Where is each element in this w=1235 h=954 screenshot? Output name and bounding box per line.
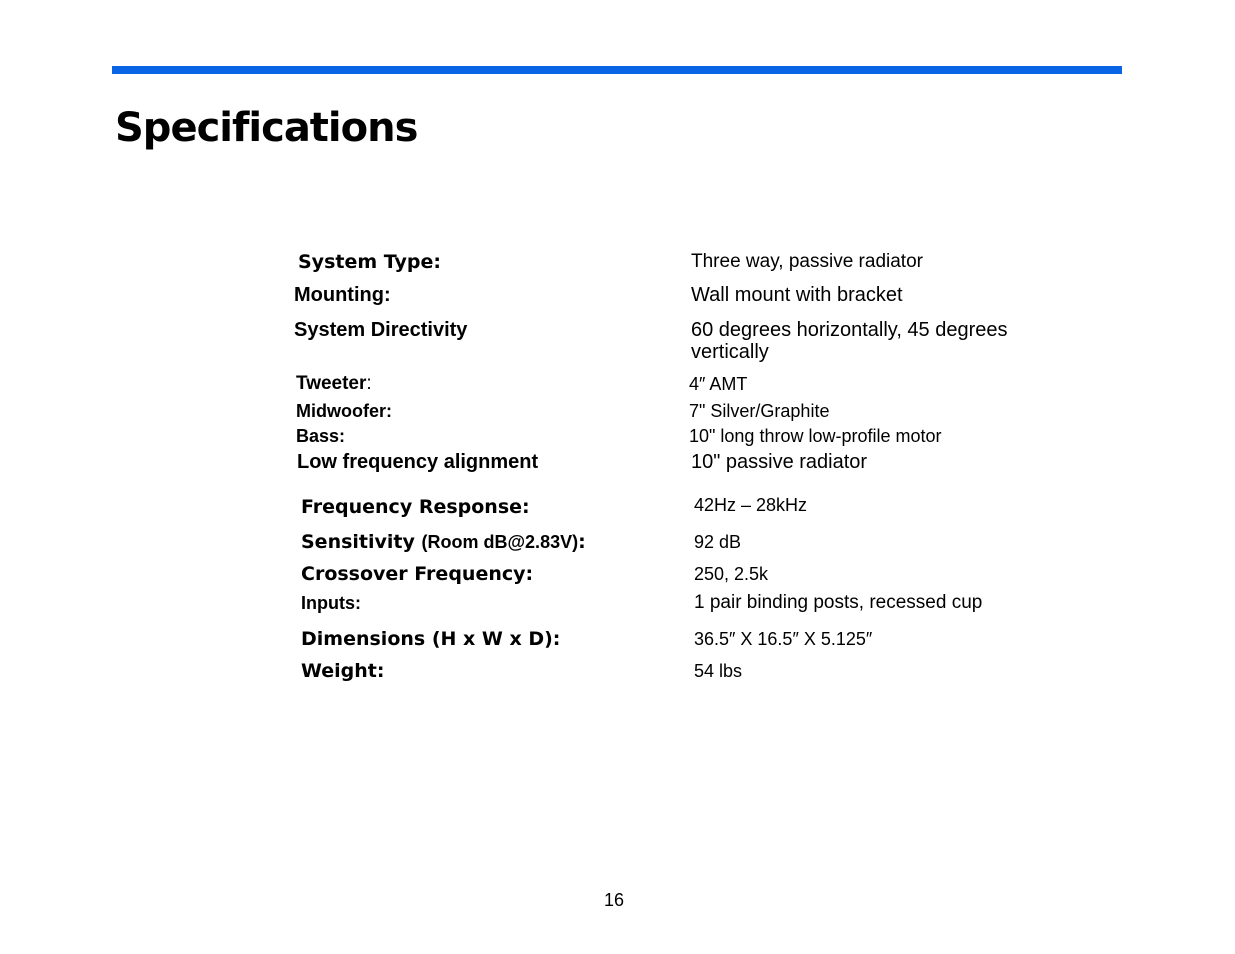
spec-label-frequency-response: Frequency Response: bbox=[301, 496, 530, 518]
spec-value-weight: 54 lbs bbox=[694, 661, 743, 681]
spec-value-inputs: 1 pair binding posts, recessed cup bbox=[694, 592, 983, 613]
spec-label-system-directivity: System Directivity bbox=[294, 319, 468, 341]
spec-label-crossover-frequency: Crossover Frequency: bbox=[301, 563, 534, 585]
spec-value-system-type: Three way, passive radiator bbox=[691, 251, 923, 272]
spec-label-weight: Weight: bbox=[301, 660, 385, 682]
spec-label-midwoofer: Midwoofer: bbox=[296, 401, 392, 421]
spec-value-crossover-frequency: 250, 2.5k bbox=[694, 564, 769, 584]
spec-label-dimensions: Dimensions (H x W x D): bbox=[301, 628, 561, 650]
spec-label-low-frequency-alignment: Low frequency alignment bbox=[297, 451, 539, 473]
page-title: Specifications bbox=[115, 105, 418, 151]
spec-label-mounting: Mounting: bbox=[294, 284, 391, 306]
spec-label-sensitivity-suffix: : bbox=[578, 531, 586, 553]
spec-value-tweeter: 4″ AMT bbox=[689, 374, 748, 394]
spec-value-sensitivity: 92 dB bbox=[694, 532, 742, 552]
spec-label-tweeter bbox=[296, 373, 372, 395]
spec-value-midwoofer: 7" Silver/Graphite bbox=[689, 401, 830, 421]
spec-value-system-directivity: 60 degrees horizontally, 45 degrees vertically bbox=[691, 319, 1008, 363]
spec-value-bass: 10" long throw low-profile motor bbox=[689, 426, 942, 446]
spec-label-tweeter-text: Tweeter bbox=[296, 373, 367, 394]
spec-label-tweeter-suffix: : bbox=[366, 373, 372, 394]
spec-label-sensitivity bbox=[301, 531, 586, 553]
spec-value-dimensions: 36.5″ X 16.5″ X 5.125″ bbox=[694, 629, 873, 649]
spec-label-sensitivity-detail: (Room dB@2.83V) bbox=[421, 532, 579, 552]
spec-label-inputs: Inputs: bbox=[301, 593, 361, 613]
spec-value-mounting: Wall mount with bracket bbox=[691, 284, 903, 306]
page-number: 16 bbox=[604, 890, 625, 910]
spec-label-sensitivity-text: Sensitivity bbox=[301, 531, 415, 553]
spec-value-frequency-response: 42Hz – 28kHz bbox=[694, 495, 808, 515]
spec-label-bass: Bass: bbox=[296, 426, 346, 446]
top-accent-bar bbox=[112, 66, 1122, 74]
spec-value-low-frequency-alignment: 10" passive radiator bbox=[691, 451, 868, 473]
spec-label-system-type: System Type: bbox=[298, 251, 441, 273]
